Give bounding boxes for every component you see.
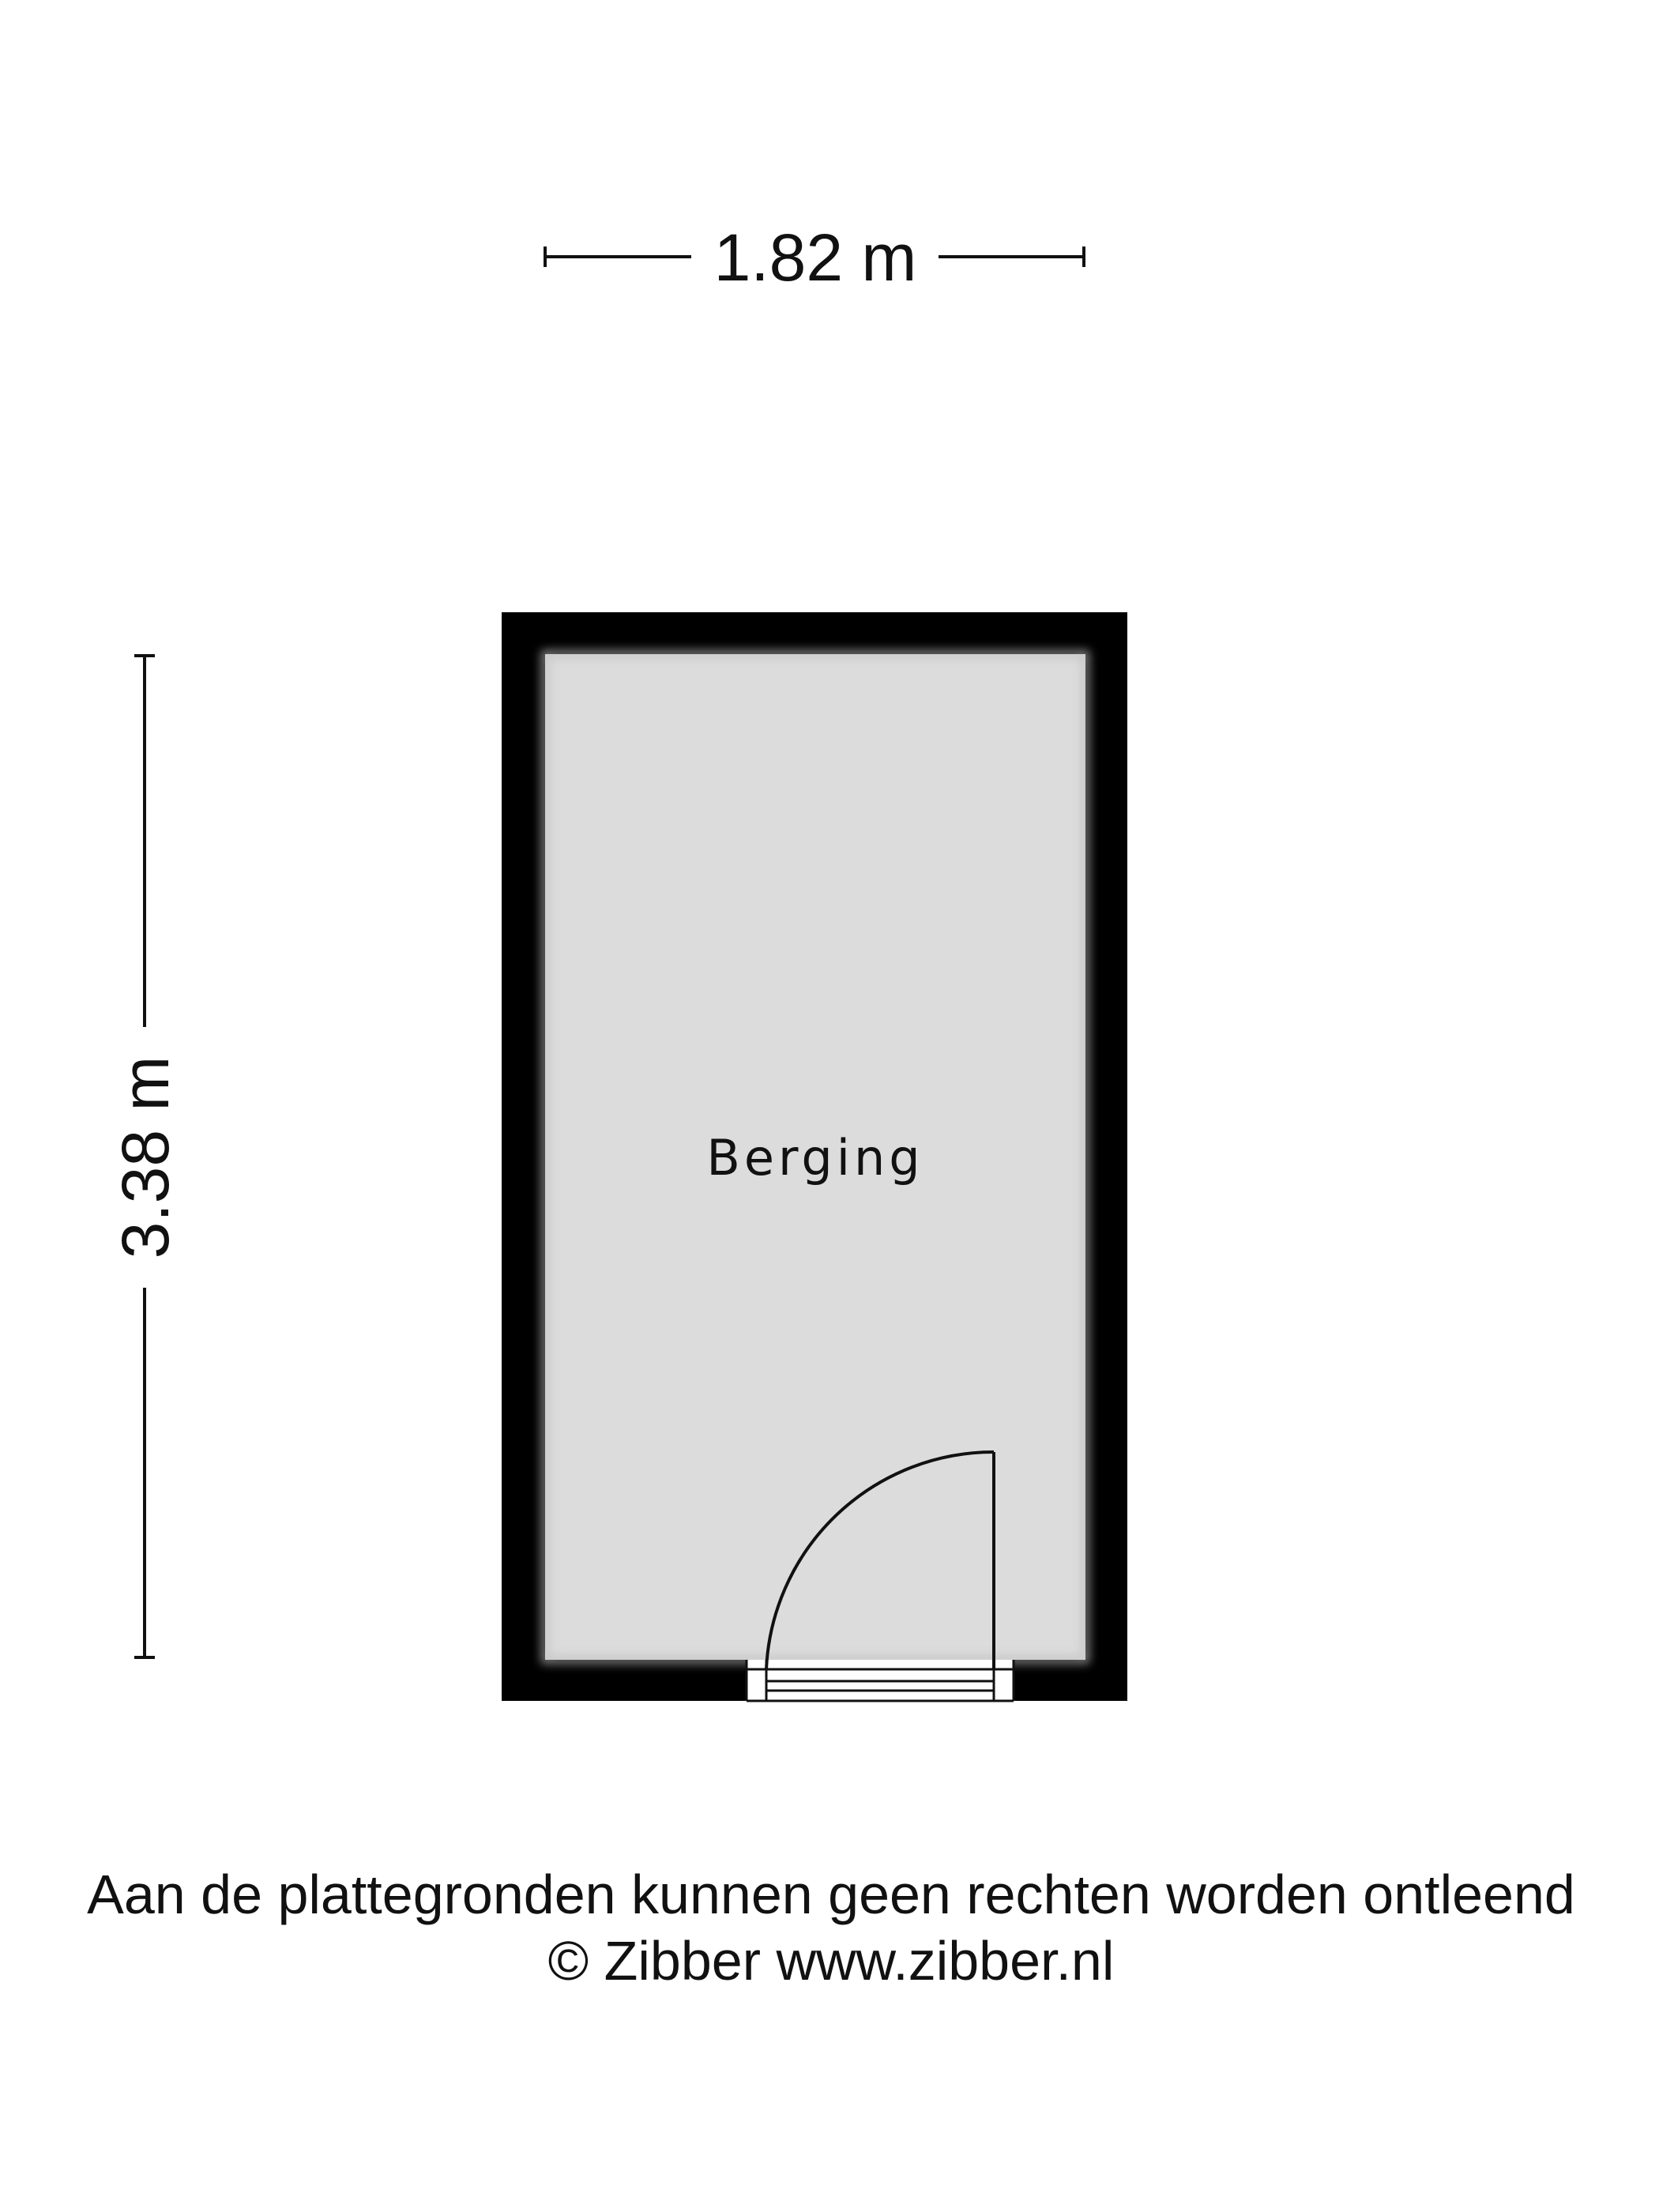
footer: [87, 1864, 1575, 1992]
width-dimension: [545, 220, 1084, 295]
room-label-berging: Berging: [706, 1129, 924, 1187]
height-dimension: [108, 656, 182, 1657]
room-berging: [502, 612, 1127, 1701]
footer-copyright: © Zibber www.zibber.nl: [547, 1930, 1115, 1992]
width-dimension-label: 1.82 m: [713, 220, 917, 295]
footer-disclaimer: Aan de plattegronden kunnen geen rechten worden ontleend: [87, 1864, 1575, 1925]
height-dimension-label: 3.38 m: [108, 1055, 182, 1259]
